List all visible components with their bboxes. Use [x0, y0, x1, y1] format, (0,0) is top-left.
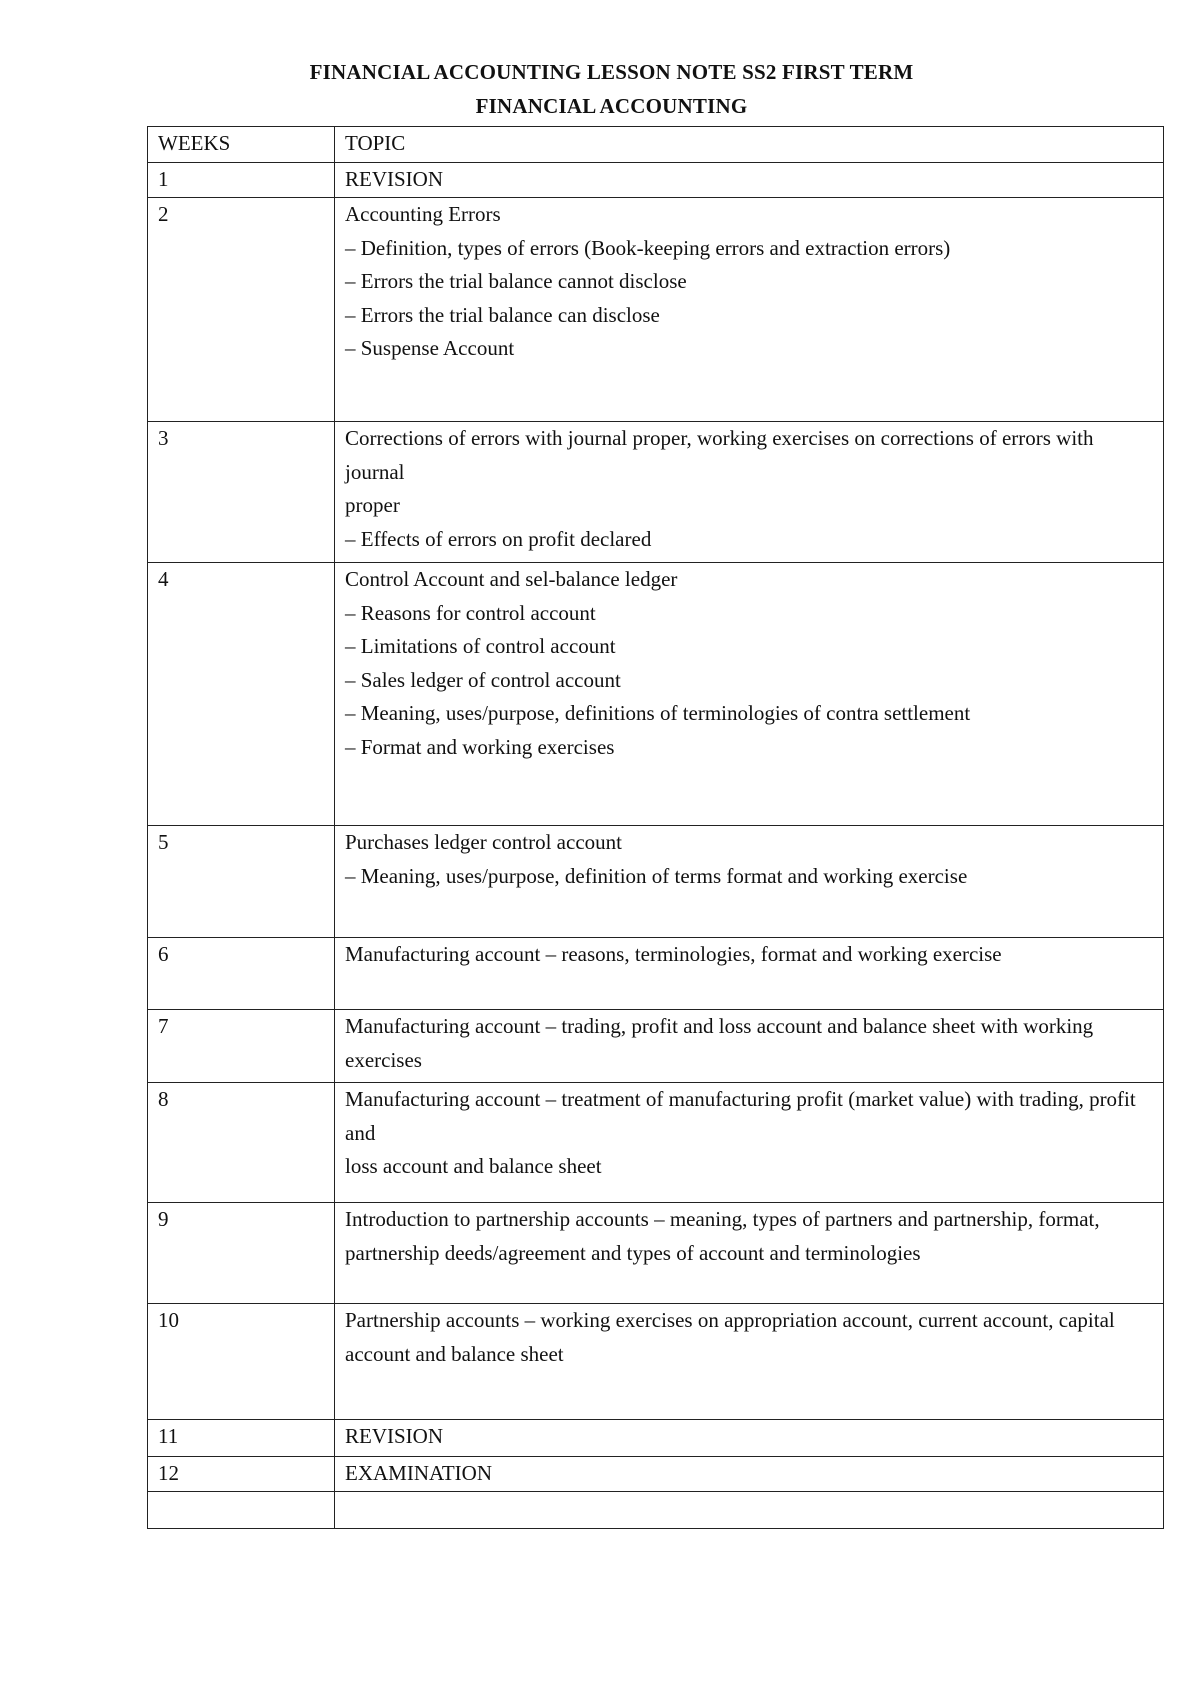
week-cell: 4 — [148, 563, 335, 826]
header-topic: TOPIC — [335, 127, 1164, 163]
table-row — [148, 1420, 1164, 1457]
week-cell: 8 — [148, 1083, 335, 1203]
week-cell: 12 — [148, 1457, 335, 1492]
topic-cell: Accounting Errors – Definition, types of errors (Book-keeping errors and extraction errors) – Errors the trial balance cannot disclose – Errors the trial balance can disclose – Suspense Account — [335, 198, 1164, 422]
week-cell: 11 — [148, 1420, 335, 1457]
week-cell: 1 — [148, 163, 335, 198]
table-row-empty — [148, 1492, 1164, 1529]
table-row — [148, 1083, 1164, 1203]
week-cell: 3 — [148, 422, 335, 563]
topic-cell: REVISION — [335, 1420, 1164, 1457]
table-row — [148, 826, 1164, 938]
header-weeks: WEEKS — [148, 127, 335, 163]
week-cell: 7 — [148, 1010, 335, 1083]
topic-cell: EXAMINATION — [335, 1457, 1164, 1492]
table-row — [148, 1203, 1164, 1304]
scheme-of-work-table — [147, 126, 1164, 1529]
topic-cell: Introduction to partnership accounts – meaning, types of partners and partnership, format, partnership deeds/agreement and types of account and terminologies — [335, 1203, 1164, 1304]
topic-cell: Control Account and sel-balance ledger – Reasons for control account – Limitations of control account – Sales ledger of control account – Meaning, uses/purpose, definitions of terminologies of contra settlement – Format and working exercises — [335, 563, 1164, 826]
week-cell: 5 — [148, 826, 335, 938]
week-cell — [148, 1492, 335, 1529]
week-cell: 10 — [148, 1304, 335, 1420]
table-row — [148, 563, 1164, 826]
table-row — [148, 1010, 1164, 1083]
document-subtitle: FINANCIAL ACCOUNTING — [475, 94, 748, 118]
topic-cell: REVISION — [335, 163, 1164, 198]
table-row — [148, 1304, 1164, 1420]
document-title: FINANCIAL ACCOUNTING LESSON NOTE SS2 FIRST TERM — [309, 60, 914, 84]
table-row — [148, 198, 1164, 422]
topic-cell: Manufacturing account – trading, profit and loss account and balance sheet with working exercises — [335, 1010, 1164, 1083]
table-row — [148, 422, 1164, 563]
table-header-row — [148, 127, 1164, 163]
topic-cell — [335, 1492, 1164, 1529]
table-row — [148, 163, 1164, 198]
table-row — [148, 1457, 1164, 1492]
topic-cell: Manufacturing account – treatment of manufacturing profit (market value) with trading, profit and loss account and balance sheet — [335, 1083, 1164, 1203]
table-row — [148, 938, 1164, 1010]
week-cell: 2 — [148, 198, 335, 422]
week-cell: 6 — [148, 938, 335, 1010]
topic-cell: Manufacturing account – reasons, terminologies, format and working exercise — [335, 938, 1164, 1010]
topic-cell: Partnership accounts – working exercises on appropriation account, current account, capital account and balance sheet — [335, 1304, 1164, 1420]
week-cell: 9 — [148, 1203, 335, 1304]
topic-cell: Purchases ledger control account – Meaning, uses/purpose, definition of terms format and working exercise — [335, 826, 1164, 938]
topic-cell: Corrections of errors with journal proper, working exercises on corrections of errors with journal proper – Effects of errors on profit declared — [335, 422, 1164, 563]
